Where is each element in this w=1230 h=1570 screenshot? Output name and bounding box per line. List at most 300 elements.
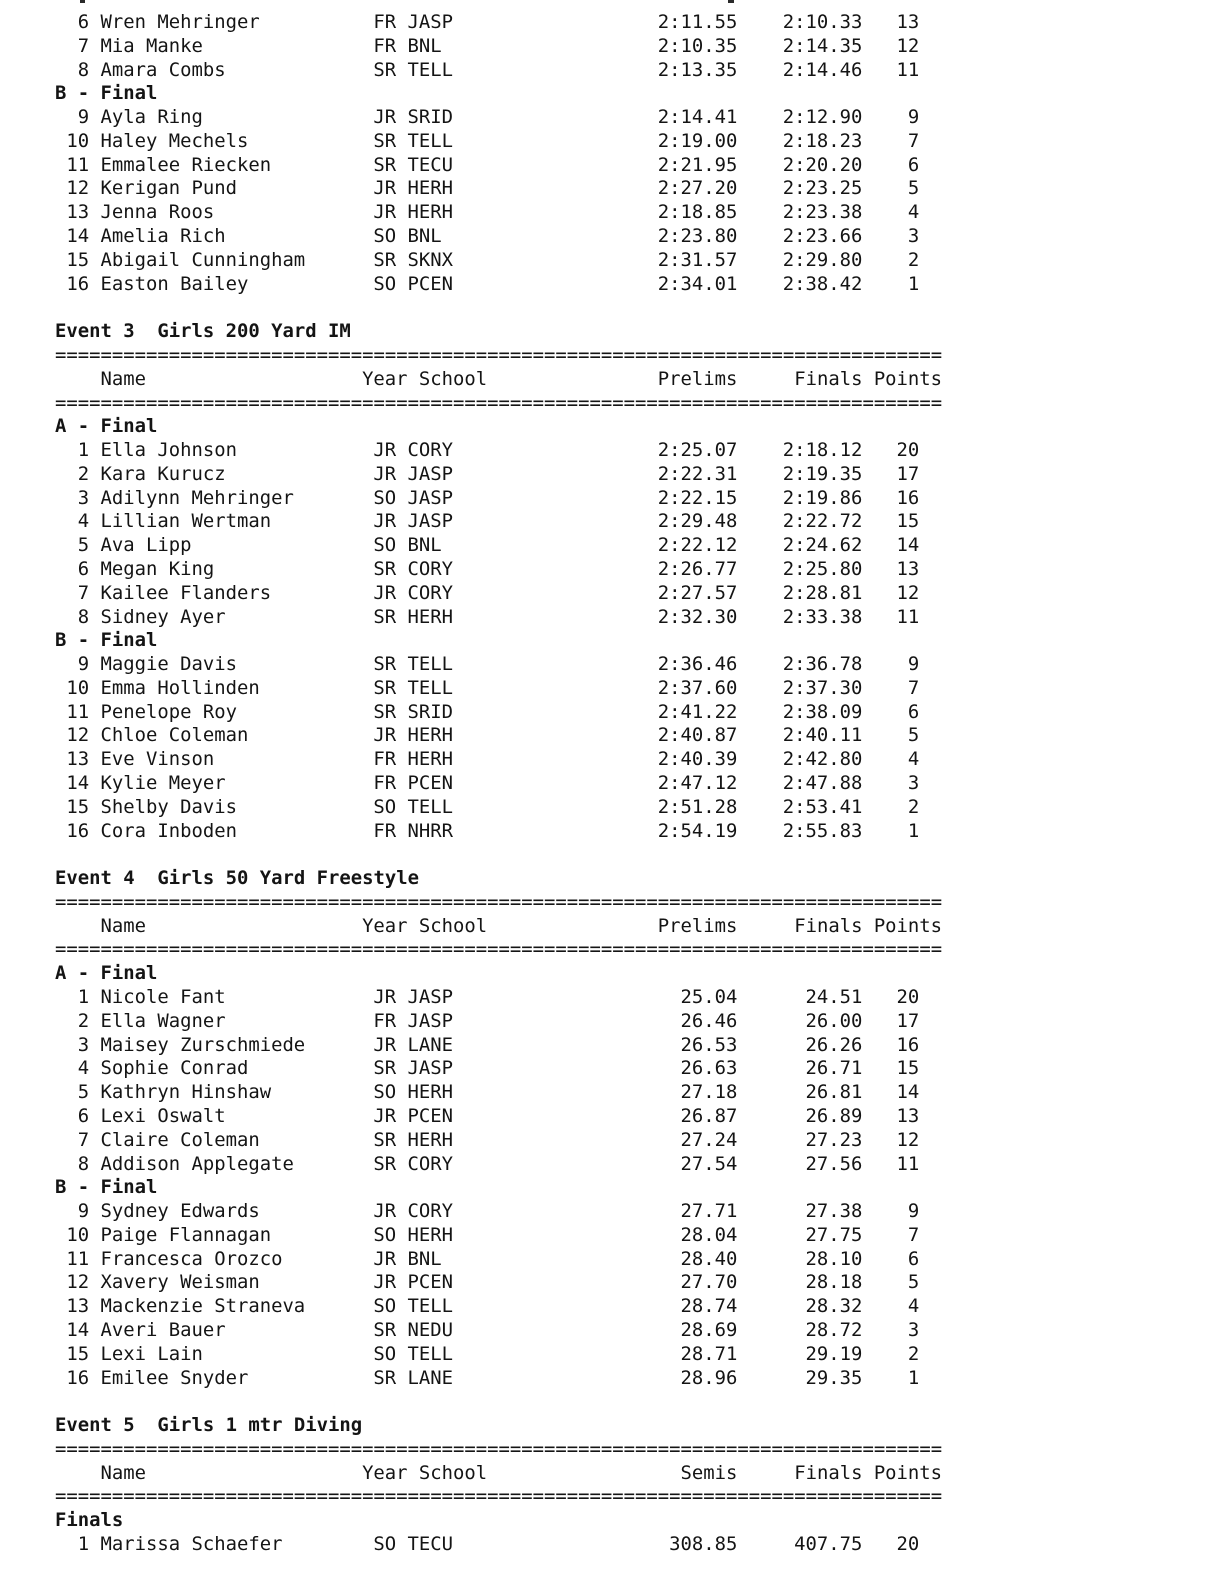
year-cell: JR [373, 439, 397, 462]
year-cell: FR [373, 1009, 397, 1032]
time1-cell: 2:29.48 [657, 510, 738, 533]
year-cell: SR [373, 1318, 397, 1341]
time1-cell: 28.04 [680, 1223, 738, 1246]
time1-cell: 28.96 [680, 1366, 738, 1389]
year-cell: SO [373, 486, 397, 509]
year-cell: SR [373, 700, 397, 723]
result-row [55, 1200, 942, 1224]
points-cell: 13 [896, 1104, 920, 1127]
section-label: B - Final [55, 1176, 158, 1199]
school-cell: CORY [407, 1152, 454, 1175]
column-year-school-label: Year School [362, 1461, 488, 1484]
rank-cell: 11 [66, 153, 90, 176]
name-cell: Cora Inboden [100, 819, 237, 842]
event-title-line [55, 1414, 942, 1438]
rank-cell: 14 [66, 1318, 90, 1341]
separator-text: ============================================================================== [55, 890, 943, 913]
name-cell: Emilee Snyder [100, 1366, 249, 1389]
name-cell: Emmalee Riecken [100, 153, 272, 176]
school-cell: HERH [407, 201, 454, 224]
blank-line [55, 843, 942, 867]
finals-cell: 2:19.35 [782, 462, 863, 485]
finals-cell: 27.56 [805, 1152, 863, 1175]
school-cell: JASP [407, 1057, 454, 1080]
section-label-line [55, 962, 942, 986]
event-title-line [55, 320, 942, 344]
column-header-row [55, 1462, 942, 1486]
column-name-label: Name [100, 1461, 146, 1484]
rank-cell: 6 [77, 557, 90, 580]
name-cell: Emma Hollinden [100, 676, 260, 699]
year-cell: JR [373, 106, 397, 129]
rank-cell: 1 [77, 1533, 90, 1555]
school-cell: TELL [407, 653, 454, 676]
name-cell: Paige Flannagan [100, 1223, 272, 1246]
points-cell: 11 [896, 605, 920, 628]
name-cell: Abigail Cunningham [100, 248, 306, 271]
points-cell: 6 [907, 1247, 920, 1270]
time1-cell: 2:22.12 [657, 534, 738, 557]
time1-cell: 2:14.41 [657, 106, 738, 129]
column-name-label: Name [100, 367, 146, 390]
points-cell: 9 [907, 653, 920, 676]
column-prelims-label: Semis [680, 1461, 738, 1484]
school-cell: HERH [407, 1128, 454, 1151]
points-cell: 16 [896, 1033, 920, 1056]
rank-cell: 7 [77, 34, 90, 57]
name-cell: Haley Mechels [100, 129, 249, 152]
name-cell: Penelope Roy [100, 700, 237, 723]
finals-cell: 28.32 [805, 1295, 863, 1318]
year-cell: SO [373, 534, 397, 557]
name-cell: Megan King [100, 557, 215, 580]
event-title: Event 4 Girls 50 Yard Freestyle [55, 867, 419, 890]
finals-cell: 2:33.38 [782, 605, 863, 628]
finals-cell: 2:14.35 [782, 34, 863, 57]
time1-cell: 2:27.20 [657, 177, 738, 200]
year-cell: JR [373, 510, 397, 533]
finals-cell: 407.75 [794, 1533, 863, 1555]
year-cell: SR [373, 58, 397, 81]
result-row [55, 249, 942, 273]
name-cell: Addison Applegate [100, 1152, 294, 1175]
year-cell: SR [373, 1128, 397, 1151]
school-cell: NEDU [407, 1318, 454, 1341]
points-cell: 13 [896, 557, 920, 580]
points-cell: 20 [896, 1533, 920, 1555]
separator-line [55, 938, 942, 962]
result-row [55, 1248, 942, 1272]
points-cell: 1 [907, 819, 920, 842]
school-cell: BNL [407, 225, 442, 248]
result-row [55, 796, 942, 820]
finals-cell: 28.72 [805, 1318, 863, 1341]
finals-cell: 2:55.83 [782, 819, 863, 842]
rank-cell: 6 [77, 11, 90, 33]
result-row [55, 35, 942, 59]
section-label: A - Final [55, 415, 158, 438]
name-cell: Amelia Rich [100, 225, 226, 248]
rank-cell: 13 [66, 748, 90, 771]
school-cell: TELL [407, 676, 454, 699]
name-cell: Adilynn Mehringer [100, 486, 294, 509]
year-cell: SO [373, 272, 397, 295]
rank-cell: 12 [66, 177, 90, 200]
finals-cell: 2:23.25 [782, 177, 863, 200]
name-cell: Kylie Meyer [100, 772, 226, 794]
section-label: A - Final [55, 962, 158, 985]
finals-cell: 2:24.62 [782, 534, 863, 557]
finals-cell: 2:12.90 [782, 106, 863, 129]
column-prelims-label: Prelims [657, 367, 738, 390]
rank-cell: 3 [77, 486, 90, 509]
column-header-row [55, 915, 942, 939]
result-row [55, 534, 942, 558]
time1-cell: 2:34.01 [657, 272, 738, 295]
year-cell: SR [373, 1057, 397, 1080]
result-row [55, 582, 942, 606]
rank-cell: 16 [66, 1366, 90, 1389]
result-row [55, 653, 942, 677]
school-cell: HERH [407, 177, 454, 200]
result-row [55, 1319, 942, 1343]
event-title: Event 5 Girls 1 mtr Diving [55, 1414, 363, 1437]
name-cell: Amara Combs [100, 58, 226, 81]
time1-cell: 2:51.28 [657, 795, 738, 818]
school-cell: PCEN [407, 1271, 454, 1294]
section-label: Finals [55, 1509, 124, 1532]
points-cell: 3 [907, 1318, 920, 1341]
finals-cell: 2:29.80 [782, 248, 863, 271]
name-cell: Kara Kurucz [100, 462, 226, 485]
points-cell: 4 [907, 201, 920, 224]
time1-cell: 2:23.80 [657, 225, 738, 248]
time1-cell: 27.18 [680, 1081, 738, 1104]
points-cell: 12 [896, 581, 920, 604]
year-cell: SR [373, 557, 397, 580]
points-cell: 12 [896, 1128, 920, 1151]
school-cell: SRID [407, 106, 454, 129]
school-cell: CORY [407, 581, 454, 604]
year-cell: JR [373, 581, 397, 604]
result-row [55, 225, 942, 249]
time1-cell: 2:32.30 [657, 605, 738, 628]
name-cell: Chloe Coleman [100, 724, 249, 747]
rank-cell: 7 [77, 581, 90, 604]
finals-cell: 27.75 [805, 1223, 863, 1246]
school-cell: NHRR [407, 819, 454, 842]
section-label-line [55, 1176, 942, 1200]
name-cell: Easton Bailey [100, 272, 249, 295]
points-cell: 16 [896, 486, 920, 509]
rank-cell: 12 [66, 1271, 90, 1294]
name-cell: Ella Wagner [100, 1009, 226, 1032]
column-points-label: Points [873, 1461, 943, 1484]
year-cell: SR [373, 676, 397, 699]
year-cell: JR [373, 1247, 397, 1270]
time1-cell: 26.63 [680, 1057, 738, 1080]
separator-text: ============================================================================== [55, 938, 943, 961]
school-cell: TELL [407, 1295, 454, 1318]
section-label-line [55, 82, 942, 106]
rank-cell: 4 [77, 510, 90, 533]
result-row [55, 748, 942, 772]
school-cell: LANE [407, 1366, 454, 1389]
school-cell: CORY [407, 1200, 454, 1223]
result-row [55, 1105, 942, 1129]
finals-cell: 29.35 [805, 1366, 863, 1389]
name-cell: Averi Bauer [100, 1318, 226, 1341]
time1-cell: 2:31.57 [657, 248, 738, 271]
section-label-line [55, 629, 942, 653]
school-cell: JASP [407, 510, 454, 533]
school-cell: TELL [407, 58, 454, 81]
school-cell: JASP [407, 11, 454, 33]
clipped-row-fragment [80, 0, 85, 3]
finals-cell: 28.18 [805, 1271, 863, 1294]
school-cell: TECU [407, 1533, 454, 1555]
name-cell: Maggie Davis [100, 653, 237, 676]
section-label: B - Final [55, 82, 158, 105]
school-cell: HERH [407, 748, 454, 771]
rank-cell: 15 [66, 1342, 90, 1365]
column-prelims-label: Prelims [657, 914, 738, 937]
name-cell: Mia Manke [100, 34, 203, 57]
name-cell: Wren Mehringer [100, 11, 260, 33]
time1-cell: 26.87 [680, 1104, 738, 1127]
finals-cell: 2:19.86 [782, 486, 863, 509]
time1-cell: 2:54.19 [657, 819, 738, 842]
school-cell: SRID [407, 700, 454, 723]
school-cell: BNL [407, 34, 442, 57]
rank-cell: 8 [77, 1152, 90, 1175]
points-cell: 15 [896, 510, 920, 533]
rank-cell: 16 [66, 272, 90, 295]
year-cell: SR [373, 653, 397, 676]
year-cell: JR [373, 1104, 397, 1127]
result-row [55, 1010, 942, 1034]
rank-cell: 4 [77, 1057, 90, 1080]
name-cell: Kathryn Hinshaw [100, 1081, 272, 1104]
finals-cell: 2:53.41 [782, 795, 863, 818]
year-cell: SR [373, 248, 397, 271]
rank-cell: 11 [66, 1247, 90, 1270]
year-cell: FR [373, 748, 397, 771]
time1-cell: 2:18.85 [657, 201, 738, 224]
separator-line [55, 344, 942, 368]
result-row [55, 1081, 942, 1105]
time1-cell: 25.04 [680, 986, 738, 1009]
time1-cell: 2:25.07 [657, 439, 738, 462]
year-cell: JR [373, 1200, 397, 1223]
year-cell: SO [373, 1295, 397, 1318]
school-cell: BNL [407, 534, 442, 557]
finals-cell: 28.10 [805, 1247, 863, 1270]
school-cell: CORY [407, 439, 454, 462]
school-cell: PCEN [407, 772, 454, 794]
school-cell: JASP [407, 986, 454, 1009]
result-row [55, 677, 942, 701]
name-cell: Francesca Orozco [100, 1247, 283, 1270]
points-cell: 6 [907, 700, 920, 723]
points-cell: 2 [907, 248, 920, 271]
name-cell: Mackenzie Straneva [100, 1295, 306, 1318]
points-cell: 6 [907, 153, 920, 176]
points-cell: 14 [896, 1081, 920, 1104]
finals-cell: 2:37.30 [782, 676, 863, 699]
column-points-label: Points [873, 914, 943, 937]
rank-cell: 8 [77, 58, 90, 81]
rank-cell: 13 [66, 1295, 90, 1318]
year-cell: SR [373, 1366, 397, 1389]
time1-cell: 2:40.39 [657, 748, 738, 771]
school-cell: JASP [407, 486, 454, 509]
name-cell: Ella Johnson [100, 439, 237, 462]
school-cell: TELL [407, 1342, 454, 1365]
time1-cell: 308.85 [669, 1533, 738, 1555]
column-year-school-label: Year School [362, 914, 488, 937]
time1-cell: 26.53 [680, 1033, 738, 1056]
name-cell: Lexi Lain [100, 1342, 203, 1365]
name-cell: Maisey Zurschmiede [100, 1033, 306, 1056]
points-cell: 2 [907, 1342, 920, 1365]
rank-cell: 9 [77, 1200, 90, 1223]
rank-cell: 14 [66, 772, 90, 794]
finals-cell: 2:38.42 [782, 272, 863, 295]
section-label-line [55, 415, 942, 439]
finals-cell: 2:28.81 [782, 581, 863, 604]
rank-cell: 6 [77, 1104, 90, 1127]
year-cell: FR [373, 11, 397, 33]
name-cell: Sydney Edwards [100, 1200, 260, 1223]
year-cell: FR [373, 34, 397, 57]
year-cell: SO [373, 1223, 397, 1246]
time1-cell: 26.46 [680, 1009, 738, 1032]
finals-cell: 29.19 [805, 1342, 863, 1365]
school-cell: PCEN [407, 272, 454, 295]
finals-cell: 2:25.80 [782, 557, 863, 580]
result-row [55, 1034, 942, 1058]
result-row [55, 439, 942, 463]
result-row [55, 154, 942, 178]
rank-cell: 3 [77, 1033, 90, 1056]
school-cell: TELL [407, 795, 454, 818]
year-cell: JR [373, 986, 397, 1009]
rank-cell: 1 [77, 986, 90, 1009]
time1-cell: 28.69 [680, 1318, 738, 1341]
year-cell: SR [373, 1152, 397, 1175]
finals-cell: 2:22.72 [782, 510, 863, 533]
time1-cell: 27.71 [680, 1200, 738, 1223]
result-row [55, 463, 942, 487]
finals-cell: 24.51 [805, 986, 863, 1009]
school-cell: CORY [407, 557, 454, 580]
finals-cell: 2:38.09 [782, 700, 863, 723]
column-year-school-label: Year School [362, 367, 488, 390]
name-cell: Ava Lipp [100, 534, 192, 557]
finals-cell: 26.26 [805, 1033, 863, 1056]
year-cell: SO [373, 1533, 397, 1555]
points-cell: 2 [907, 795, 920, 818]
time1-cell: 27.54 [680, 1152, 738, 1175]
separator-text: ============================================================================== [55, 343, 943, 366]
name-cell: Kailee Flanders [100, 581, 272, 604]
points-cell: 7 [907, 129, 920, 152]
event-title-line [55, 867, 942, 891]
points-cell: 1 [907, 272, 920, 295]
school-cell: HERH [407, 1081, 454, 1104]
result-row [55, 11, 942, 35]
time1-cell: 2:26.77 [657, 557, 738, 580]
time1-cell: 28.74 [680, 1295, 738, 1318]
section-label: B - Final [55, 629, 158, 652]
points-cell: 3 [907, 772, 920, 794]
rank-cell: 2 [77, 1009, 90, 1032]
year-cell: SO [373, 1342, 397, 1365]
time1-cell: 2:19.00 [657, 129, 738, 152]
name-cell: Shelby Davis [100, 795, 237, 818]
finals-cell: 2:47.88 [782, 772, 863, 794]
school-cell: JASP [407, 462, 454, 485]
result-row [55, 1533, 942, 1557]
points-cell: 3 [907, 225, 920, 248]
finals-cell: 2:10.33 [782, 11, 863, 33]
finals-cell: 26.81 [805, 1081, 863, 1104]
name-cell: Sophie Conrad [100, 1057, 249, 1080]
year-cell: SR [373, 153, 397, 176]
time1-cell: 2:27.57 [657, 581, 738, 604]
time1-cell: 2:21.95 [657, 153, 738, 176]
blank-line [55, 1390, 942, 1414]
year-cell: JR [373, 1271, 397, 1294]
name-cell: Sidney Ayer [100, 605, 226, 628]
points-cell: 20 [896, 986, 920, 1009]
result-row [55, 701, 942, 725]
year-cell: FR [373, 772, 397, 794]
finals-cell: 26.89 [805, 1104, 863, 1127]
separator-line [55, 891, 942, 915]
results-document [55, 11, 942, 1557]
points-cell: 5 [907, 177, 920, 200]
separator-line [55, 1485, 942, 1509]
rank-cell: 15 [66, 795, 90, 818]
time1-cell: 28.71 [680, 1342, 738, 1365]
finals-cell: 27.38 [805, 1200, 863, 1223]
finals-cell: 26.71 [805, 1057, 863, 1080]
result-row [55, 1129, 942, 1153]
points-cell: 7 [907, 676, 920, 699]
points-cell: 9 [907, 1200, 920, 1223]
rank-cell: 14 [66, 225, 90, 248]
name-cell: Ayla Ring [100, 106, 203, 129]
school-cell: BNL [407, 1247, 442, 1270]
points-cell: 4 [907, 748, 920, 771]
rank-cell: 1 [77, 439, 90, 462]
year-cell: SO [373, 225, 397, 248]
separator-line [55, 1438, 942, 1462]
separator-text: ============================================================================== [55, 1485, 943, 1508]
finals-cell: 2:42.80 [782, 748, 863, 771]
points-cell: 17 [896, 1009, 920, 1032]
time1-cell: 2:13.35 [657, 58, 738, 81]
rank-cell: 9 [77, 106, 90, 129]
time1-cell: 27.24 [680, 1128, 738, 1151]
rank-cell: 10 [66, 676, 90, 699]
name-cell: Lillian Wertman [100, 510, 272, 533]
school-cell: PCEN [407, 1104, 454, 1127]
points-cell: 7 [907, 1223, 920, 1246]
finals-cell: 26.00 [805, 1009, 863, 1032]
